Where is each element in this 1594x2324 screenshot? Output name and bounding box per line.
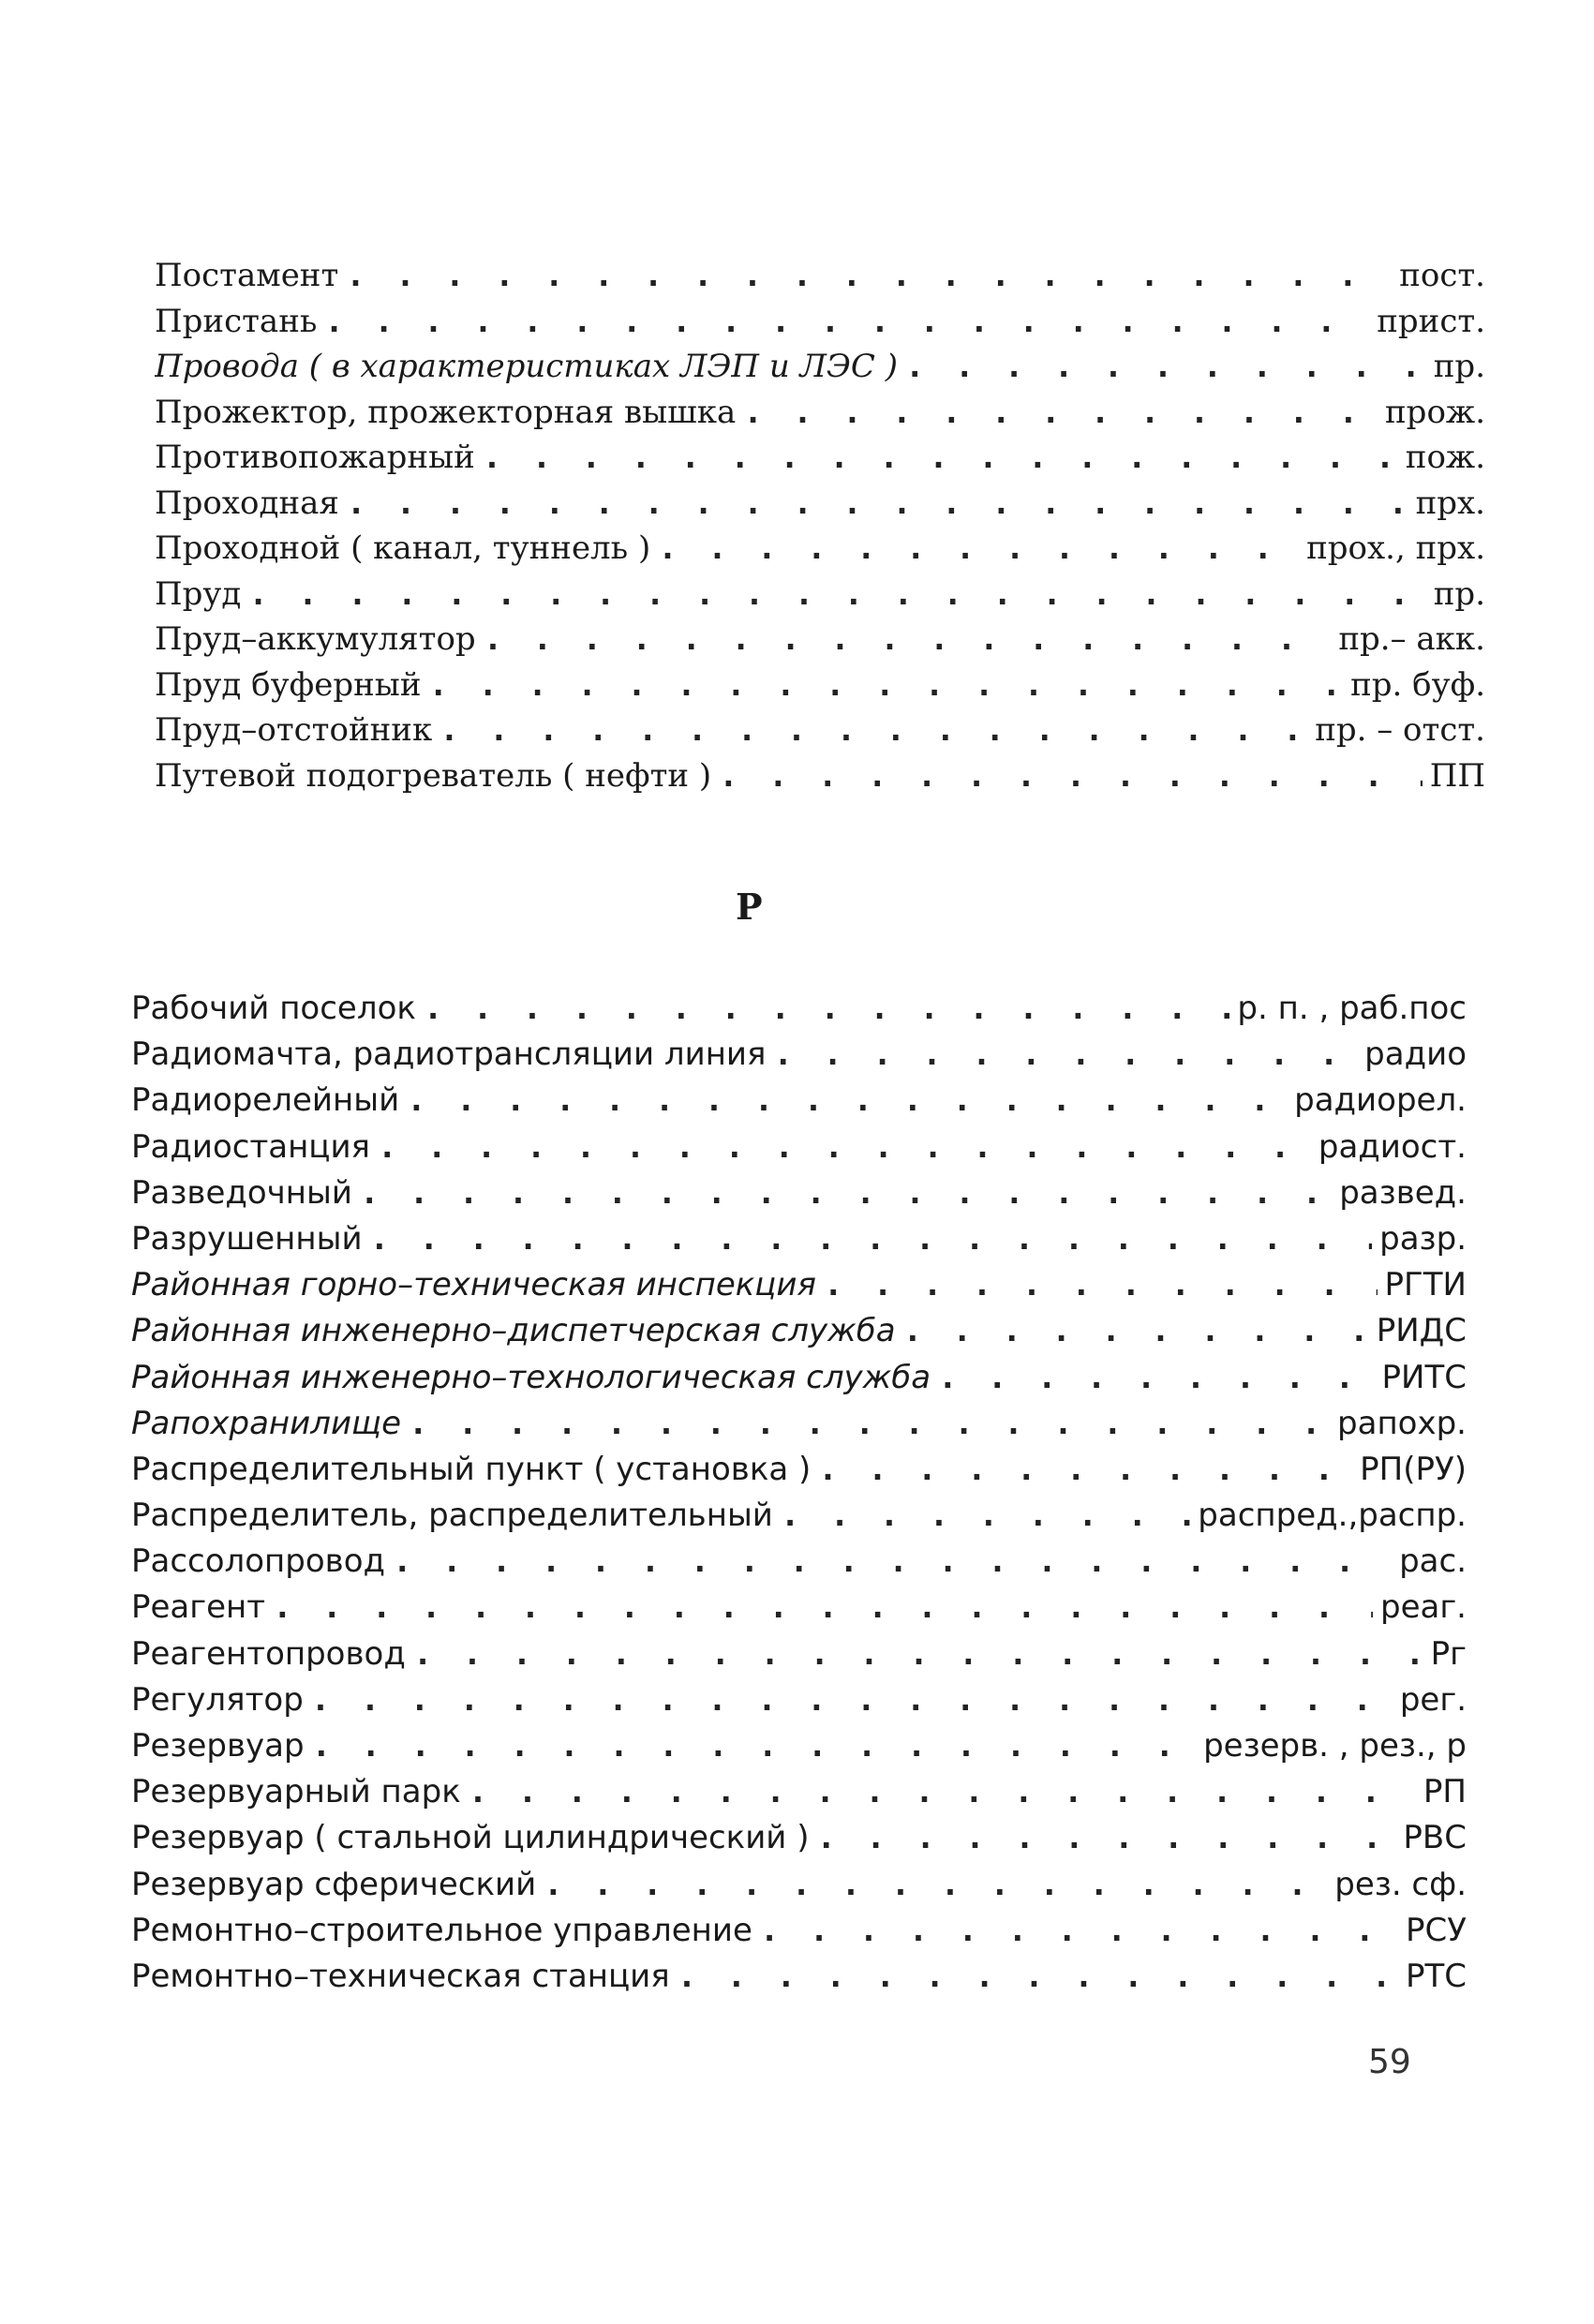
dot-leader — [378, 1125, 1311, 1170]
entry — [155, 253, 1485, 299]
entry-abbreviation: пр. буф. — [1350, 665, 1485, 704]
entry-term: Районная инженерно–диспетчерская служба — [131, 1312, 896, 1350]
entry-abbreviation: пост. — [1399, 257, 1485, 294]
entry-abbreviation: прох., прх. — [1306, 529, 1485, 567]
dot-leader — [905, 344, 1426, 390]
entry-term: Проходная — [155, 484, 339, 522]
dot-leader — [346, 253, 1392, 299]
entry-term: Противопожарный — [155, 439, 475, 476]
entry — [131, 1262, 1467, 1308]
entry — [131, 1216, 1467, 1262]
entry-abbreviation: прх. — [1415, 484, 1485, 522]
entry — [131, 1585, 1467, 1631]
entry — [155, 481, 1485, 527]
entry-term: Пруд–аккумулятор — [155, 620, 476, 658]
dot-leader — [484, 617, 1332, 663]
entry-abbreviation: рег. — [1399, 1680, 1467, 1719]
page-number: 59 — [1368, 2043, 1411, 2081]
entry-term: Районная горно–техническая инспекция — [131, 1266, 816, 1304]
dot-leader — [248, 572, 1425, 618]
entry-term: Резервуар — [131, 1727, 305, 1765]
dot-leader — [413, 1631, 1423, 1677]
entry — [131, 1723, 1467, 1769]
entry — [155, 344, 1485, 390]
dot-leader — [678, 1954, 1398, 2000]
entry-term: Резервуар сферический — [131, 1865, 537, 1903]
entry-term: Регулятор — [131, 1680, 304, 1719]
entry-abbreviation: РВС — [1403, 1819, 1467, 1857]
entry — [131, 1769, 1467, 1815]
entry-abbreviation: пр. – отст. — [1315, 711, 1485, 749]
dot-leader — [483, 435, 1398, 481]
entry — [131, 1631, 1467, 1677]
dot-leader — [311, 1677, 1393, 1723]
dot-leader — [781, 1493, 1190, 1539]
entry — [131, 1539, 1467, 1585]
entry-term: Пруд–отстойник — [155, 711, 433, 749]
entry-term: Пристань — [155, 302, 318, 340]
entry-term: Разрушенный — [131, 1219, 363, 1258]
dot-leader — [816, 1815, 1395, 1861]
dot-leader — [760, 1908, 1398, 1954]
entry — [131, 1308, 1467, 1354]
entry-abbreviation: рас. — [1399, 1542, 1467, 1581]
dot-leader — [773, 1032, 1357, 1078]
entry-abbreviation: рез. сф. — [1334, 1865, 1467, 1903]
section-p-entries — [155, 253, 1485, 798]
entry-abbreviation: ПП — [1429, 756, 1485, 795]
entry — [131, 1170, 1467, 1216]
entry-term: Распределительный пункт ( установка ) — [131, 1450, 812, 1488]
entry — [131, 1125, 1467, 1170]
entry — [131, 1677, 1467, 1723]
entry-term: Рапохранилище — [131, 1404, 402, 1442]
entry — [155, 435, 1485, 481]
dot-leader — [360, 1170, 1332, 1216]
dot-leader — [324, 299, 1369, 345]
dot-leader — [429, 663, 1344, 708]
entry — [131, 1493, 1467, 1539]
entry-term: Резервуарный парк — [131, 1773, 461, 1811]
entry-abbreviation: рапохр. — [1337, 1404, 1467, 1442]
section-r-entries — [131, 986, 1467, 2000]
dot-leader — [312, 1723, 1196, 1769]
entry-term: Пруд — [155, 574, 242, 613]
dot-leader — [439, 708, 1307, 753]
entry — [131, 1032, 1467, 1078]
entry-abbreviation: РТС — [1405, 1957, 1467, 1995]
entry-term: Распределитель, распределительный — [131, 1497, 773, 1535]
entry — [155, 299, 1485, 345]
entry-abbreviation: разр. — [1379, 1219, 1467, 1258]
entry — [155, 617, 1485, 663]
entry-term: Провода ( в характеристиках ЛЭП и ЛЭС ) — [155, 348, 899, 385]
entry-term: Постамент — [155, 257, 339, 294]
entry-term: Разведочный — [131, 1173, 352, 1212]
entry-abbreviation: р. п. , раб.пос — [1237, 990, 1467, 1027]
entry-abbreviation: резерв. , рез., р — [1203, 1727, 1467, 1765]
entry — [155, 526, 1485, 572]
entry-term: Реагентопровод — [131, 1634, 406, 1673]
entry — [131, 1401, 1467, 1447]
entry-term: Путевой подогреватель ( нефти ) — [155, 756, 712, 795]
entry — [155, 663, 1485, 708]
dot-leader — [938, 1355, 1374, 1401]
entry-term: Ремонтно–строительное управление — [131, 1911, 752, 1949]
dot-leader — [903, 1308, 1369, 1354]
entry-abbreviation: пр. — [1433, 348, 1485, 385]
entry-abbreviation: РГТИ — [1384, 1266, 1467, 1304]
entry-abbreviation: развед. — [1339, 1173, 1467, 1212]
entry-abbreviation: РСУ — [1406, 1911, 1467, 1949]
entry-abbreviation: пр.– акк. — [1338, 620, 1485, 658]
section-letter-heading: Р — [736, 886, 763, 928]
entry-term: Радиостанция — [131, 1127, 370, 1166]
entry-abbreviation: радиорел. — [1294, 1081, 1467, 1120]
entry-term: Радиомачта, радиотрансляции линия — [131, 1035, 767, 1074]
dot-leader — [347, 481, 1408, 527]
entry-abbreviation: РП(РУ) — [1360, 1450, 1467, 1488]
entry — [131, 1078, 1467, 1124]
entry-abbreviation: РИДС — [1376, 1312, 1467, 1350]
dot-leader — [424, 986, 1230, 1032]
entry-abbreviation: прист. — [1377, 302, 1485, 340]
entry-term: Резервуар ( стальной цилиндрический ) — [131, 1819, 810, 1857]
entry-term: Прожектор, прожекторная вышка — [155, 393, 737, 431]
entry-abbreviation: пр. — [1433, 574, 1485, 613]
entry-abbreviation: радио — [1364, 1035, 1467, 1074]
entry-term: Проходной ( канал, туннель ) — [155, 529, 651, 567]
entry — [131, 1447, 1467, 1493]
entry — [131, 1815, 1467, 1861]
dot-leader — [273, 1585, 1373, 1631]
entry-abbreviation: РИТС — [1381, 1358, 1467, 1396]
dot-leader — [719, 753, 1423, 799]
entry — [131, 1908, 1467, 1954]
entry-term: Реагент — [131, 1588, 266, 1627]
dot-leader — [743, 390, 1378, 436]
entry — [131, 1862, 1467, 1908]
entry-abbreviation: пож. — [1405, 439, 1485, 476]
entry — [131, 986, 1467, 1032]
entry-term: Пруд буферный — [155, 665, 422, 704]
entry-abbreviation: прож. — [1385, 393, 1485, 431]
entry-abbreviation: радиост. — [1318, 1127, 1467, 1166]
entry — [155, 753, 1485, 799]
dot-leader — [824, 1262, 1378, 1308]
entry-abbreviation: Рг — [1430, 1634, 1467, 1673]
entry — [131, 1355, 1467, 1401]
entry-abbreviation: реаг. — [1379, 1588, 1467, 1627]
entry-term: Радиорелейный — [131, 1081, 400, 1120]
entry-term: Рассолопровод — [131, 1542, 386, 1581]
entry — [131, 1954, 1467, 2000]
dot-leader — [658, 526, 1299, 572]
entry-abbreviation: распред.,распр. — [1198, 1497, 1467, 1535]
dot-leader — [544, 1862, 1327, 1908]
entry-term: Рабочий поселок — [131, 990, 416, 1027]
dot-leader — [409, 1401, 1330, 1447]
dot-leader — [407, 1078, 1287, 1124]
dot-leader — [370, 1216, 1373, 1262]
entry-abbreviation: РП — [1423, 1773, 1467, 1811]
entry — [155, 390, 1485, 436]
dot-leader — [818, 1447, 1352, 1493]
dot-leader — [469, 1769, 1416, 1815]
entry-term: Районная инженерно–технологическая служба — [131, 1358, 931, 1396]
entry-term: Ремонтно–техническая станция — [131, 1957, 670, 1995]
entry — [155, 572, 1485, 618]
entry — [155, 708, 1485, 753]
dot-leader — [393, 1539, 1392, 1585]
